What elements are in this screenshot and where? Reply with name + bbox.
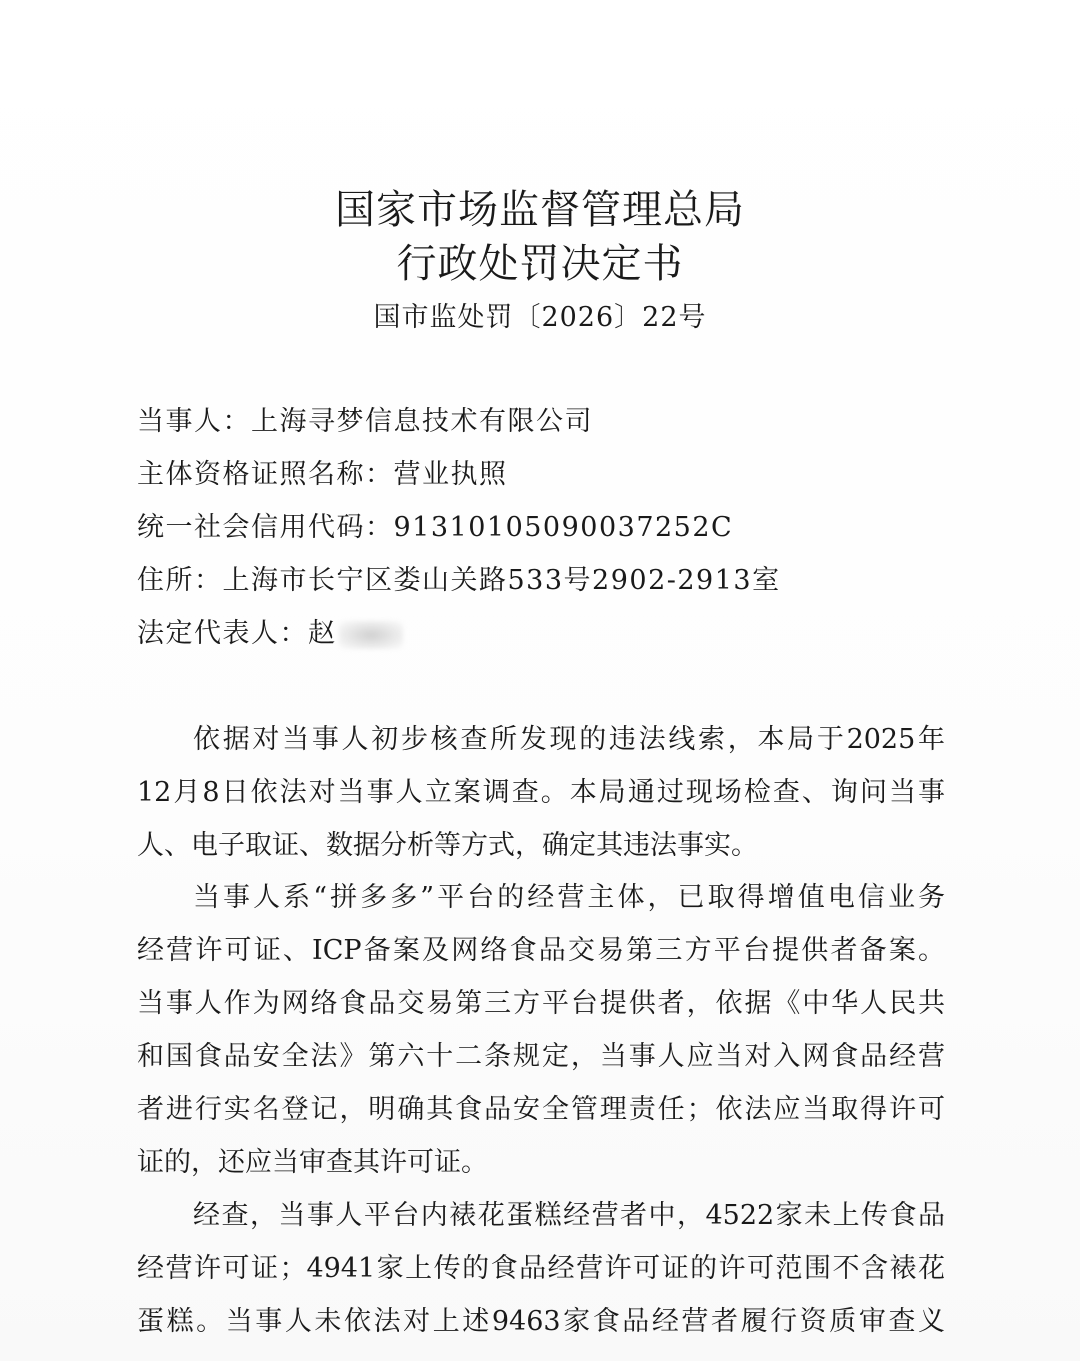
address-value: 上海市长宁区娄山关路533号2902-2913室	[222, 565, 781, 596]
document-type-title: 行政处罚决定书	[396, 241, 684, 287]
party-name-value: 上海寻梦信息技术有限公司	[251, 406, 593, 437]
credit-code-value: 91310105090037252C	[393, 512, 734, 543]
license-type-label: 主体资格证照名称：	[137, 459, 394, 490]
agency-title: 国家市场监督管理总局	[335, 187, 745, 233]
paragraph-line: 证的，还应当审查其许可证。	[137, 1147, 488, 1178]
party-name-row	[137, 402, 593, 442]
redaction-blur	[339, 621, 403, 649]
paragraph-line: 当事人系“拼多多”平台的经营主体，已取得增值电信业务	[193, 882, 945, 913]
legal-rep-row	[137, 614, 403, 654]
address-label: 住所：	[137, 565, 223, 596]
license-type-row	[137, 455, 508, 495]
paragraph-line: 经营许可证；4941家上传的食品经营许可证的许可范围不含裱花	[137, 1253, 945, 1284]
paragraph-line: 依据对当事人初步核查所发现的违法线索，本局于2025年	[193, 724, 945, 755]
license-type-value: 营业执照	[393, 459, 508, 490]
paragraph-line: 人、电子取证、数据分析等方式，确定其违法事实。	[137, 830, 758, 861]
party-name-label: 当事人：	[137, 406, 251, 437]
paragraph-line: 经查，当事人平台内裱花蛋糕经营者中，4522家未上传食品	[193, 1200, 945, 1231]
credit-code-label: 统一社会信用代码：	[137, 512, 394, 543]
paragraph-line: 当事人作为网络食品交易第三方平台提供者，依据《中华人民共	[137, 988, 945, 1019]
paragraph-line: 和国食品安全法》第六十二条规定，当事人应当对入网食品经营	[137, 1041, 945, 1072]
document-number: 国市监处罚〔2026〕22号	[373, 302, 707, 333]
paragraph-line: 12月8日依法对当事人立案调查。本局通过现场检查、询问当事	[137, 777, 945, 808]
paragraph-line: 者进行实名登记，明确其食品安全管理责任；依法应当取得许可	[137, 1094, 945, 1125]
address-row	[137, 561, 781, 601]
legal-rep-label: 法定代表人：	[137, 618, 308, 649]
paragraph-line: 蛋糕。当事人未依法对上述9463家食品经营者履行资质审查义	[137, 1306, 945, 1337]
credit-code-row	[137, 508, 733, 548]
legal-rep-value: 赵	[308, 618, 337, 649]
paragraph-line: 经营许可证、ICP备案及网络食品交易第三方平台提供者备案。	[137, 935, 945, 966]
